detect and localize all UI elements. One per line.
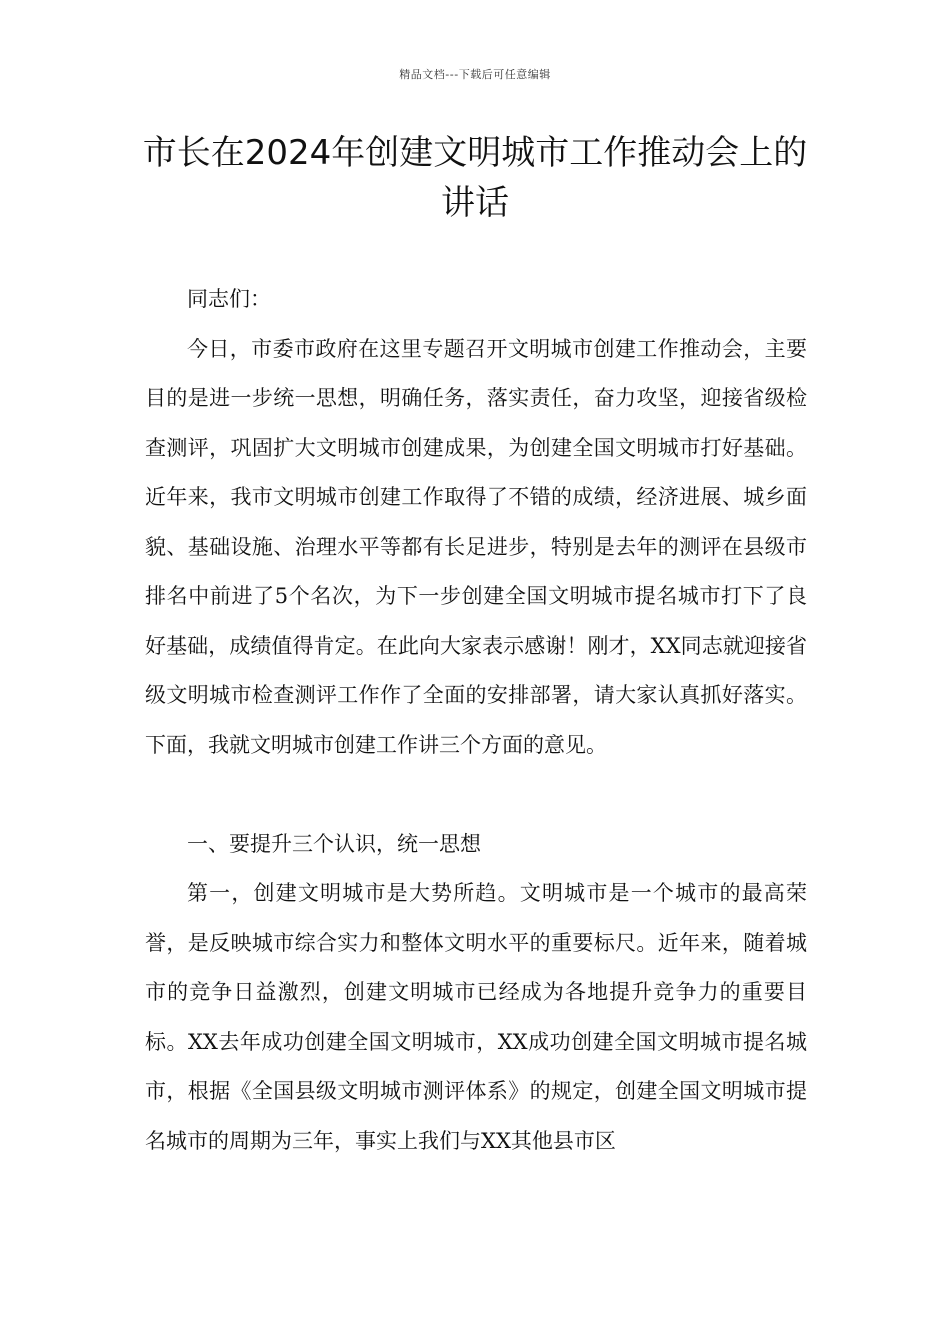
salutation: 同志们： bbox=[187, 287, 271, 311]
document-title: 市长在2024年创建文明城市工作推动会上的讲话 bbox=[142, 133, 808, 223]
document-body bbox=[145, 275, 807, 1166]
section-paragraph-1: 第一，创建文明城市是大势所趋。文明城市是一个城市的最高荣誉，是反映城市综合实力和整体文明水平的重要标尺。近年来，随着城市的竞争日益激烈，创建文明城市已经成为各地提升竞争力的重要目标。XX去年成功创建全国文明城市，XX成功创建全国文明城市提名城市，根据《全国县级文明城市测评体系》的规定，创建全国文明城市提名城市的周期为三年，事实上我们与XX其他县市区 bbox=[145, 881, 807, 1153]
body-paragraph-1: 今日，市委市政府在这里专题召开文明城市创建工作推动会，主要目的是进一步统一思想，明确任务，落实责任，奋力攻坚，迎接省级检查测评，巩固扩大文明城市创建成果，为创建全国文明城市打好基础。近年来，我市文明城市创建工作取得了不错的成绩，经济进展、城乡面貌、基础设施、治理水平等都有长足进步，特别是去年的测评在县级市排名中前进了5个名次，为下一步创建全国文明城市提名城市打下了良好基础，成绩值得肯定。在此向大家表示感谢！刚才，XX同志就迎接省级文明城市检查测评工作作了全面的安排部署，请大家认真抓好落实。下面，我就文明城市创建工作讲三个方面的意见。 bbox=[145, 336, 807, 757]
paragraph-gap bbox=[145, 770, 807, 820]
header-note: 精品文档---下载后可任意编辑 bbox=[399, 68, 551, 81]
section-heading: 一、要提升三个认识，统一思想 bbox=[187, 831, 481, 856]
